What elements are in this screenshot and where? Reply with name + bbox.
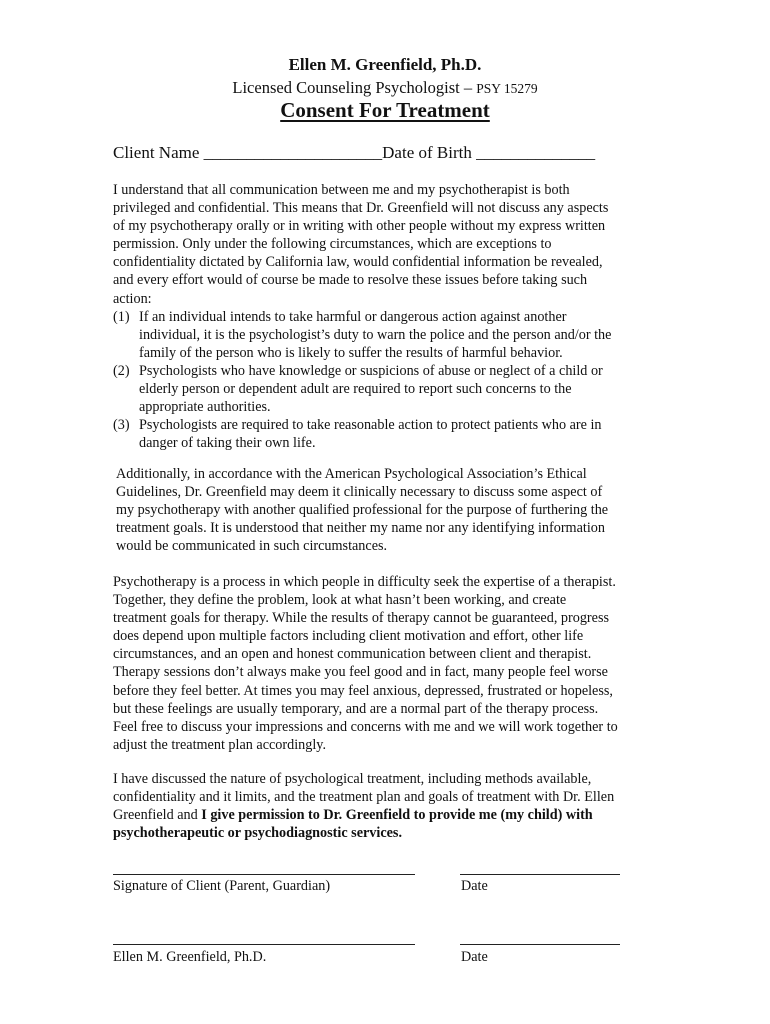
psychologist-date-label: Date xyxy=(461,949,488,965)
paragraph-line: action: xyxy=(113,290,152,307)
psychologist-signature-line[interactable] xyxy=(113,944,415,945)
exception-text: danger of taking their own life. xyxy=(139,435,316,452)
paragraph-line: does depend upon multiple factors including client motivation and effort, other life xyxy=(113,628,584,645)
paragraph-line: Together, they define the problem, look at what hasn’t been working, and create xyxy=(113,592,567,609)
client-signature-line[interactable] xyxy=(113,874,415,875)
paragraph-line: Psychotherapy is a process in which people in difficulty seek the expertise of a therapist. xyxy=(113,574,616,590)
paragraph-line: confidentiality and it limits, and the treatment plan and goals of treatment with Dr. Ellen xyxy=(113,789,615,806)
exception-text: appropriate authorities. xyxy=(139,399,271,416)
license-number: PSY 15279 xyxy=(476,81,538,96)
exception-number: (2) xyxy=(113,362,130,379)
paragraph-line: treatment goals for therapy. While the results of therapy cannot be guaranteed, progress xyxy=(113,610,609,627)
consent-services-text: psychotherapeutic or psychodiagnostic services. xyxy=(113,825,402,842)
process-paragraph xyxy=(113,573,653,754)
paragraph-line: Therapy sessions don’t always make you feel good and in fact, many people feel worse xyxy=(113,664,608,681)
date-of-birth-field: Date of Birth ______________ xyxy=(382,143,596,162)
paragraph-line: adjust the treatment plan accordingly. xyxy=(113,736,326,753)
paragraph-line: of my psychotherapy orally or in writing with other people without my express written xyxy=(113,218,606,235)
license-line xyxy=(0,78,770,98)
paragraph-line: I understand that all communication between me and my psychotherapist is both xyxy=(113,182,570,198)
exception-item-3 xyxy=(113,416,653,434)
license-separator: – xyxy=(459,78,477,97)
paragraph-line: permission. Only under the following circumstances, which are exceptions to xyxy=(113,236,552,253)
exception-text: individual, it is the psychologist’s duty to warn the police and the person and/or the xyxy=(139,326,612,343)
exception-text: Psychologists are required to take reasonable action to protect patients who are in xyxy=(139,417,602,434)
exception-text: elderly person or dependent adult are required to report such concerns to the xyxy=(139,381,572,398)
client-info-line xyxy=(113,143,595,163)
paragraph-line: treatment goals. It is understood that neither my name nor any identifying information xyxy=(116,520,605,537)
paragraph-line: I have discussed the nature of psychological treatment, including methods available, xyxy=(113,771,592,787)
client-name-field: Client Name _____________________ xyxy=(113,143,383,162)
exception-item-1 xyxy=(113,308,653,326)
consent-plain-text: Greenfield and xyxy=(113,807,202,824)
client-signature-label: Signature of Client (Parent, Guardian) xyxy=(113,878,331,894)
confidentiality-paragraph xyxy=(113,181,653,452)
paragraph-line: but these feelings are usually temporary, and are a normal part of the therapy process. xyxy=(113,700,599,717)
paragraph-line: would be communicated in such circumstances. xyxy=(116,538,388,555)
exception-item-2 xyxy=(113,362,653,380)
paragraph-line xyxy=(113,806,653,824)
practitioner-name: Ellen M. Greenfield, Ph.D. xyxy=(288,55,482,74)
paragraph-line: and every effort would of course be made to resolve these issues before taking such xyxy=(113,272,588,289)
client-date-line[interactable] xyxy=(460,874,620,875)
consent-paragraph xyxy=(113,770,653,842)
paragraph-line: Additionally, in accordance with the American Psychological Association’s Ethical xyxy=(116,466,587,482)
paragraph-line: my psychotherapy with another qualified professional for the purpose of furthering the xyxy=(116,502,609,519)
psychologist-signature-label: Ellen M. Greenfield, Ph.D. xyxy=(113,949,267,965)
exception-number: (3) xyxy=(113,417,130,434)
ethics-paragraph xyxy=(116,465,656,555)
paragraph-line: before they feel better. At times you may feel anxious, depressed, frustrated or hopeless, xyxy=(113,682,613,699)
psychologist-date-line[interactable] xyxy=(460,944,620,945)
exception-text: If an individual intends to take harmful or dangerous action against another xyxy=(139,308,567,325)
paragraph-line: Feel free to discuss your impressions and concerns with me and we will work together to xyxy=(113,718,618,735)
exception-number: (1) xyxy=(113,308,130,325)
document-title: Consent For Treatment xyxy=(280,98,490,122)
exception-text: Psychologists who have knowledge or suspicions of abuse or neglect of a child or xyxy=(139,362,603,379)
consent-permission-text: I give permission to Dr. Greenfield to provide me (my child) with xyxy=(201,807,593,824)
paragraph-line: privileged and confidential. This means that Dr. Greenfield will not discuss any aspects xyxy=(113,200,609,217)
paragraph-line: Guidelines, Dr. Greenfield may deem it clinically necessary to discuss some aspect of xyxy=(116,484,603,501)
license-title: Licensed Counseling Psychologist xyxy=(232,78,460,97)
exception-text: family of the person who is likely to suffer the results of harmful behavior. xyxy=(139,344,563,361)
paragraph-line: confidentiality dictated by California law, would confidential information be revealed, xyxy=(113,254,603,271)
paragraph-line: circumstances, and an open and honest communication between client and therapist. xyxy=(113,646,592,663)
client-date-label: Date xyxy=(461,878,488,894)
